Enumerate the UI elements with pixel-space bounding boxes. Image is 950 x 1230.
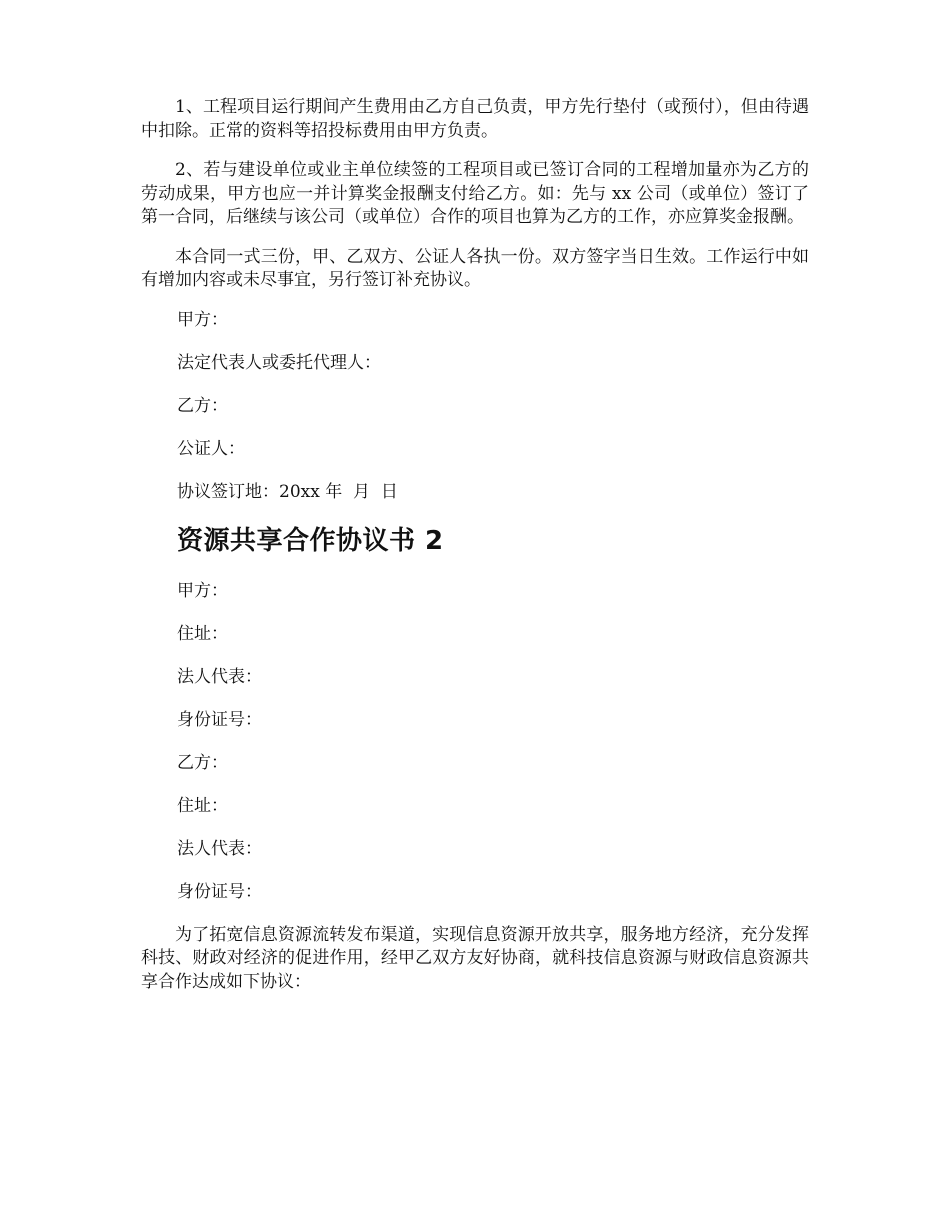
party-a-address-label: 住址： [177, 623, 228, 644]
party-a-line: 甲方： [177, 309, 228, 330]
paragraph-contract-copies: 本合同一式三份，甲、乙双方、公证人各执一份。双方签字当日生效。工作运行中如有增加内容或未尽事宜，另行签订补充协议。 [141, 246, 809, 290]
party-b-id-label: 身份证号： [177, 881, 262, 902]
party-b-representative-label: 法人代表： [177, 838, 262, 859]
party-b-address-label: 住址： [177, 795, 228, 816]
party-a-id-label: 身份证号： [177, 709, 262, 730]
signing-place-date-line: 协议签订地：20xx 年 月 日 [177, 481, 398, 502]
notary-line: 公证人： [177, 438, 245, 459]
party-b-line: 乙方： [177, 395, 228, 416]
intro-paragraph: 为了拓宽信息资源流转发布渠道，实现信息资源开放共享，服务地方经济，充分发挥科技、财政对经济的促进作用，经甲乙双方友好协商，就科技信息资源与财政信息资源共享合作达成如下协议： [141, 924, 809, 992]
document-page [141, 96, 809, 1010]
party-b-label: 乙方： [177, 752, 228, 773]
legal-representative-line: 法定代表人或委托代理人： [177, 352, 381, 373]
party-a-representative-label: 法人代表： [177, 666, 262, 687]
party-a-label: 甲方： [177, 580, 228, 601]
section-title: 资源共享合作协议书 2 [177, 525, 444, 556]
paragraph-clause-1: 1、工程项目运行期间产生费用由乙方自己负责，甲方先行垫付（或预付），但由待遇中扣除。正常的资料等招投标费用由甲方负责。 [141, 97, 809, 141]
paragraph-clause-2: 2、若与建设单位或业主单位续签的工程项目或已签订合同的工程增加量亦为乙方的劳动成果，甲方也应一并计算奖金报酬支付给乙方。如：先与 xx 公司（或单位）签订了第一合同，后继续与该公司（或单位）合作的项目也算为乙方的工作，亦应算奖金报酬。 [141, 160, 809, 227]
